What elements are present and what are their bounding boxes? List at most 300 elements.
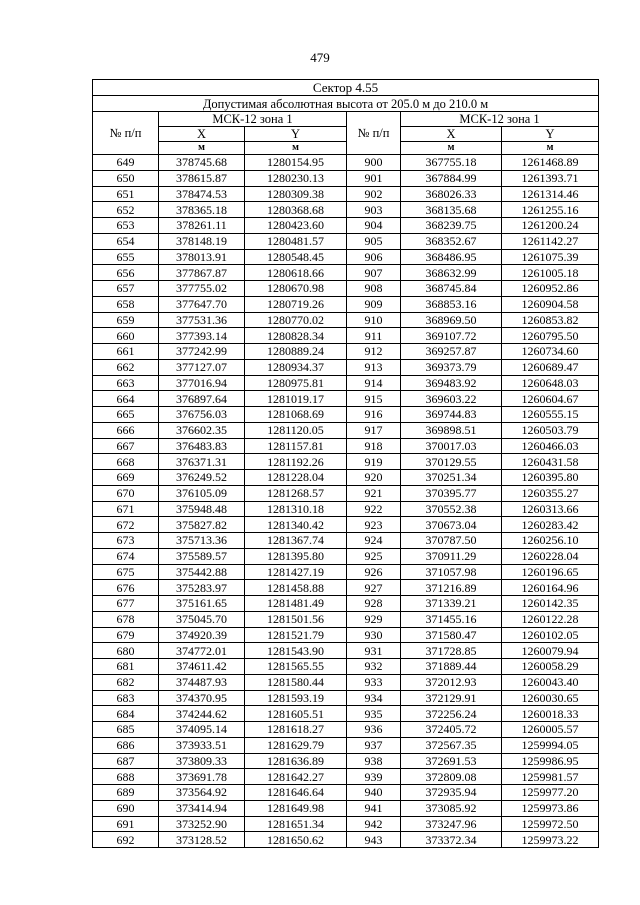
point-number: 908 [347,281,401,297]
point-number: 682 [93,674,159,690]
point-number: 680 [93,643,159,659]
y-coordinate: 1260503.79 [502,422,599,438]
table-row [93,832,599,848]
y-coordinate: 1280309.38 [245,186,347,202]
point-number: 913 [347,359,401,375]
point-number: 925 [347,548,401,564]
y-coordinate: 1280481.57 [245,233,347,249]
y-coordinate: 1261393.71 [502,170,599,186]
unit-x-left: м [159,142,245,155]
x-coordinate: 370017.03 [401,438,502,454]
x-coordinate: 369257.87 [401,344,502,360]
y-coordinate: 1281650.62 [245,832,347,848]
x-coordinate: 372256.24 [401,706,502,722]
table-row [93,391,599,407]
point-number: 681 [93,659,159,675]
x-coordinate: 376105.09 [159,485,245,501]
point-number: 933 [347,674,401,690]
point-number: 924 [347,533,401,549]
point-number: 929 [347,611,401,627]
point-number: 923 [347,517,401,533]
point-number: 943 [347,832,401,848]
y-coordinate: 1260043.40 [502,674,599,690]
y-coordinate: 1259973.86 [502,800,599,816]
table-row [93,737,599,753]
y-coordinate: 1281481.49 [245,596,347,612]
y-coordinate: 1260395.80 [502,470,599,486]
y-coordinate: 1281580.44 [245,674,347,690]
x-coordinate: 372809.08 [401,769,502,785]
y-coordinate: 1281395.80 [245,548,347,564]
x-header-right: X [401,127,502,142]
x-coordinate: 370552.38 [401,501,502,517]
point-number: 661 [93,344,159,360]
point-number: 678 [93,611,159,627]
point-number: 934 [347,690,401,706]
table-row [93,659,599,675]
x-coordinate: 371889.44 [401,659,502,675]
point-number: 684 [93,706,159,722]
x-coordinate: 373247.96 [401,816,502,832]
y-coordinate: 1260853.82 [502,312,599,328]
y-coordinate: 1280889.24 [245,344,347,360]
x-coordinate: 374487.93 [159,674,245,690]
x-coordinate: 369107.72 [401,328,502,344]
point-number: 651 [93,186,159,202]
point-number: 938 [347,753,401,769]
point-number: 660 [93,328,159,344]
point-number: 905 [347,233,401,249]
unit-x-right: м [401,142,502,155]
x-coordinate: 375442.88 [159,564,245,580]
x-coordinate: 377647.70 [159,296,245,312]
table-row [93,249,599,265]
y-header-left: Y [245,127,347,142]
y-coordinate: 1280934.37 [245,359,347,375]
y-coordinate: 1260030.65 [502,690,599,706]
point-number: 685 [93,722,159,738]
sector-title: Сектор 4.55 [93,80,599,96]
point-number: 942 [347,816,401,832]
y-coordinate: 1280670.98 [245,281,347,297]
point-number: 689 [93,785,159,801]
x-coordinate: 378013.91 [159,249,245,265]
point-number: 919 [347,454,401,470]
y-coordinate: 1280618.66 [245,265,347,281]
x-coordinate: 373085.92 [401,800,502,816]
point-number: 665 [93,407,159,423]
table-row [93,375,599,391]
y-coordinate: 1260256.10 [502,533,599,549]
x-coordinate: 375948.48 [159,501,245,517]
point-number: 939 [347,769,401,785]
table-row [93,359,599,375]
y-coordinate: 1281157.81 [245,438,347,454]
x-coordinate: 368239.75 [401,218,502,234]
point-number: 916 [347,407,401,423]
x-coordinate: 377393.14 [159,328,245,344]
x-coordinate: 372691.53 [401,753,502,769]
y-coordinate: 1261005.18 [502,265,599,281]
point-number: 658 [93,296,159,312]
x-coordinate: 370787.50 [401,533,502,549]
point-number: 675 [93,564,159,580]
table-row [93,517,599,533]
y-coordinate: 1261200.24 [502,218,599,234]
point-number: 906 [347,249,401,265]
point-number: 688 [93,769,159,785]
y-coordinate: 1260079.94 [502,643,599,659]
y-coordinate: 1260228.04 [502,548,599,564]
x-coordinate: 372129.91 [401,690,502,706]
y-coordinate: 1281192.26 [245,454,347,470]
x-coordinate: 378474.53 [159,186,245,202]
y-coordinate: 1281120.05 [245,422,347,438]
table-row [93,438,599,454]
table-row [93,454,599,470]
table-row [93,533,599,549]
y-coordinate: 1280975.81 [245,375,347,391]
point-number: 936 [347,722,401,738]
y-coordinate: 1281458.88 [245,580,347,596]
point-number: 901 [347,170,401,186]
x-coordinate: 378615.87 [159,170,245,186]
x-coordinate: 373691.78 [159,769,245,785]
altitude-title: Допустимая абсолютная высота от 205.0 м до 210.0 м [93,96,599,112]
unit-y-left: м [245,142,347,155]
x-coordinate: 376371.31 [159,454,245,470]
table-row [93,706,599,722]
y-coordinate: 1281019.17 [245,391,347,407]
x-coordinate: 372012.93 [401,674,502,690]
point-number: 655 [93,249,159,265]
point-number: 673 [93,533,159,549]
x-coordinate: 369483.92 [401,375,502,391]
x-coordinate: 372935.94 [401,785,502,801]
x-coordinate: 375827.82 [159,517,245,533]
table-row [93,769,599,785]
x-coordinate: 377016.94 [159,375,245,391]
y-coordinate: 1281618.27 [245,722,347,738]
x-coordinate: 367755.18 [401,155,502,171]
x-coordinate: 376602.35 [159,422,245,438]
y-coordinate: 1281646.64 [245,785,347,801]
y-coordinate: 1261075.39 [502,249,599,265]
y-coordinate: 1281340.42 [245,517,347,533]
table-row [93,170,599,186]
point-number: 903 [347,202,401,218]
table-row [93,328,599,344]
x-coordinate: 378148.19 [159,233,245,249]
point-number: 900 [347,155,401,171]
point-number: 931 [347,643,401,659]
point-number: 907 [347,265,401,281]
y-coordinate: 1260122.28 [502,611,599,627]
x-coordinate: 372405.72 [401,722,502,738]
x-coordinate: 371057.98 [401,564,502,580]
point-number: 937 [347,737,401,753]
table-row [93,611,599,627]
table-row [93,753,599,769]
x-coordinate: 368486.95 [401,249,502,265]
x-coordinate: 373414.94 [159,800,245,816]
point-number: 659 [93,312,159,328]
x-coordinate: 369603.22 [401,391,502,407]
x-coordinate: 375283.97 [159,580,245,596]
point-number: 683 [93,690,159,706]
y-coordinate: 1259994.05 [502,737,599,753]
point-number: 676 [93,580,159,596]
y-coordinate: 1281651.34 [245,816,347,832]
point-number: 667 [93,438,159,454]
point-number: 670 [93,485,159,501]
y-coordinate: 1260005.57 [502,722,599,738]
table-row [93,501,599,517]
point-number: 921 [347,485,401,501]
x-coordinate: 377531.36 [159,312,245,328]
x-coordinate: 370673.04 [401,517,502,533]
point-number: 657 [93,281,159,297]
y-coordinate: 1260795.50 [502,328,599,344]
point-number: 911 [347,328,401,344]
x-coordinate: 377867.87 [159,265,245,281]
y-coordinate: 1260164.96 [502,580,599,596]
y-coordinate: 1261142.27 [502,233,599,249]
y-coordinate: 1260355.27 [502,485,599,501]
table-row [93,580,599,596]
point-number: 687 [93,753,159,769]
table-row [93,800,599,816]
y-coordinate: 1261314.46 [502,186,599,202]
x-coordinate: 377242.99 [159,344,245,360]
point-number: 674 [93,548,159,564]
table-row [93,233,599,249]
x-coordinate: 375161.65 [159,596,245,612]
y-coordinate: 1280828.34 [245,328,347,344]
x-coordinate: 373933.51 [159,737,245,753]
table-row [93,564,599,580]
table-row [93,265,599,281]
point-number: 928 [347,596,401,612]
x-coordinate: 378745.68 [159,155,245,171]
unit-y-right: м [502,142,599,155]
table-row [93,643,599,659]
point-number: 652 [93,202,159,218]
table-row [93,407,599,423]
point-number: 904 [347,218,401,234]
x-coordinate: 373564.92 [159,785,245,801]
y-coordinate: 1281068.69 [245,407,347,423]
point-number: 671 [93,501,159,517]
table-row [93,281,599,297]
num-header-right: № п/п [347,112,401,155]
point-number: 653 [93,218,159,234]
y-coordinate: 1281629.79 [245,737,347,753]
x-coordinate: 371216.89 [401,580,502,596]
x-coordinate: 376756.03 [159,407,245,423]
x-coordinate: 377127.07 [159,359,245,375]
y-coordinate: 1260734.60 [502,344,599,360]
y-coordinate: 1260604.67 [502,391,599,407]
y-coordinate: 1281636.89 [245,753,347,769]
x-coordinate: 376249.52 [159,470,245,486]
y-coordinate: 1281367.74 [245,533,347,549]
y-coordinate: 1261468.89 [502,155,599,171]
zone-header-right: МСК-12 зона 1 [401,112,599,127]
y-coordinate: 1280719.26 [245,296,347,312]
point-number: 922 [347,501,401,517]
y-coordinate: 1260904.58 [502,296,599,312]
table-row [93,690,599,706]
point-number: 930 [347,627,401,643]
x-coordinate: 373128.52 [159,832,245,848]
point-number: 677 [93,596,159,612]
y-coordinate: 1260431.58 [502,454,599,470]
point-number: 692 [93,832,159,848]
x-coordinate: 375589.57 [159,548,245,564]
point-number: 690 [93,800,159,816]
table-row [93,722,599,738]
y-coordinate: 1260689.47 [502,359,599,375]
point-number: 912 [347,344,401,360]
x-coordinate: 374370.95 [159,690,245,706]
table-row [93,470,599,486]
y-coordinate: 1280548.45 [245,249,347,265]
x-coordinate: 368026.33 [401,186,502,202]
point-number: 666 [93,422,159,438]
table-row [93,816,599,832]
x-coordinate: 370129.55 [401,454,502,470]
x-coordinate: 368745.84 [401,281,502,297]
point-number: 935 [347,706,401,722]
x-coordinate: 374772.01 [159,643,245,659]
y-coordinate: 1260648.03 [502,375,599,391]
y-coordinate: 1281228.04 [245,470,347,486]
point-number: 664 [93,391,159,407]
point-number: 940 [347,785,401,801]
x-coordinate: 370395.77 [401,485,502,501]
point-number: 662 [93,359,159,375]
x-coordinate: 376483.83 [159,438,245,454]
point-number: 926 [347,564,401,580]
x-coordinate: 368135.68 [401,202,502,218]
x-coordinate: 374920.39 [159,627,245,643]
point-number: 672 [93,517,159,533]
x-coordinate: 371455.16 [401,611,502,627]
x-coordinate: 374095.14 [159,722,245,738]
y-coordinate: 1261255.16 [502,202,599,218]
point-number: 920 [347,470,401,486]
x-coordinate: 369373.79 [401,359,502,375]
x-coordinate: 373372.34 [401,832,502,848]
y-header-right: Y [502,127,599,142]
y-coordinate: 1260466.03 [502,438,599,454]
y-coordinate: 1280230.13 [245,170,347,186]
x-coordinate: 370251.34 [401,470,502,486]
table-row [93,155,599,171]
y-coordinate: 1281310.18 [245,501,347,517]
y-coordinate: 1281605.51 [245,706,347,722]
y-coordinate: 1259972.50 [502,816,599,832]
point-number: 927 [347,580,401,596]
point-number: 654 [93,233,159,249]
y-coordinate: 1260196.65 [502,564,599,580]
x-coordinate: 368352.67 [401,233,502,249]
page-number: 479 [310,50,330,65]
table-row [93,202,599,218]
x-coordinate: 375713.36 [159,533,245,549]
table-row [93,218,599,234]
point-number: 663 [93,375,159,391]
y-coordinate: 1260313.66 [502,501,599,517]
point-number: 917 [347,422,401,438]
x-coordinate: 378365.18 [159,202,245,218]
y-coordinate: 1260952.86 [502,281,599,297]
x-coordinate: 369744.83 [401,407,502,423]
y-coordinate: 1280154.95 [245,155,347,171]
zone-header-left: МСК-12 зона 1 [159,112,347,127]
point-number: 914 [347,375,401,391]
x-coordinate: 373252.90 [159,816,245,832]
y-coordinate: 1259977.20 [502,785,599,801]
point-number: 669 [93,470,159,486]
point-number: 691 [93,816,159,832]
table-row [93,674,599,690]
x-coordinate: 374611.42 [159,659,245,675]
x-coordinate: 368969.50 [401,312,502,328]
y-coordinate: 1281593.19 [245,690,347,706]
y-coordinate: 1280770.02 [245,312,347,328]
point-number: 649 [93,155,159,171]
y-coordinate: 1260102.05 [502,627,599,643]
point-number: 915 [347,391,401,407]
y-coordinate: 1281521.79 [245,627,347,643]
y-coordinate: 1280368.68 [245,202,347,218]
x-coordinate: 377755.02 [159,281,245,297]
y-coordinate: 1260018.33 [502,706,599,722]
x-coordinate: 378261.11 [159,218,245,234]
table-row [93,785,599,801]
x-coordinate: 374244.62 [159,706,245,722]
y-coordinate: 1281543.90 [245,643,347,659]
y-coordinate: 1280423.60 [245,218,347,234]
table-row [93,596,599,612]
point-number: 686 [93,737,159,753]
table-body [93,155,599,848]
point-number: 932 [347,659,401,675]
x-coordinate: 371728.85 [401,643,502,659]
point-number: 909 [347,296,401,312]
y-coordinate: 1281427.19 [245,564,347,580]
x-coordinate: 368632.99 [401,265,502,281]
num-header-left: № п/п [93,112,159,155]
point-number: 679 [93,627,159,643]
y-coordinate: 1281642.27 [245,769,347,785]
y-coordinate: 1259986.95 [502,753,599,769]
y-coordinate: 1281268.57 [245,485,347,501]
point-number: 941 [347,800,401,816]
point-number: 902 [347,186,401,202]
y-coordinate: 1281649.98 [245,800,347,816]
x-coordinate: 371339.21 [401,596,502,612]
x-coordinate: 370911.29 [401,548,502,564]
point-number: 918 [347,438,401,454]
x-coordinate: 375045.70 [159,611,245,627]
x-coordinate: 367884.99 [401,170,502,186]
x-coordinate: 372567.35 [401,737,502,753]
table-row [93,485,599,501]
x-coordinate: 373809.33 [159,753,245,769]
